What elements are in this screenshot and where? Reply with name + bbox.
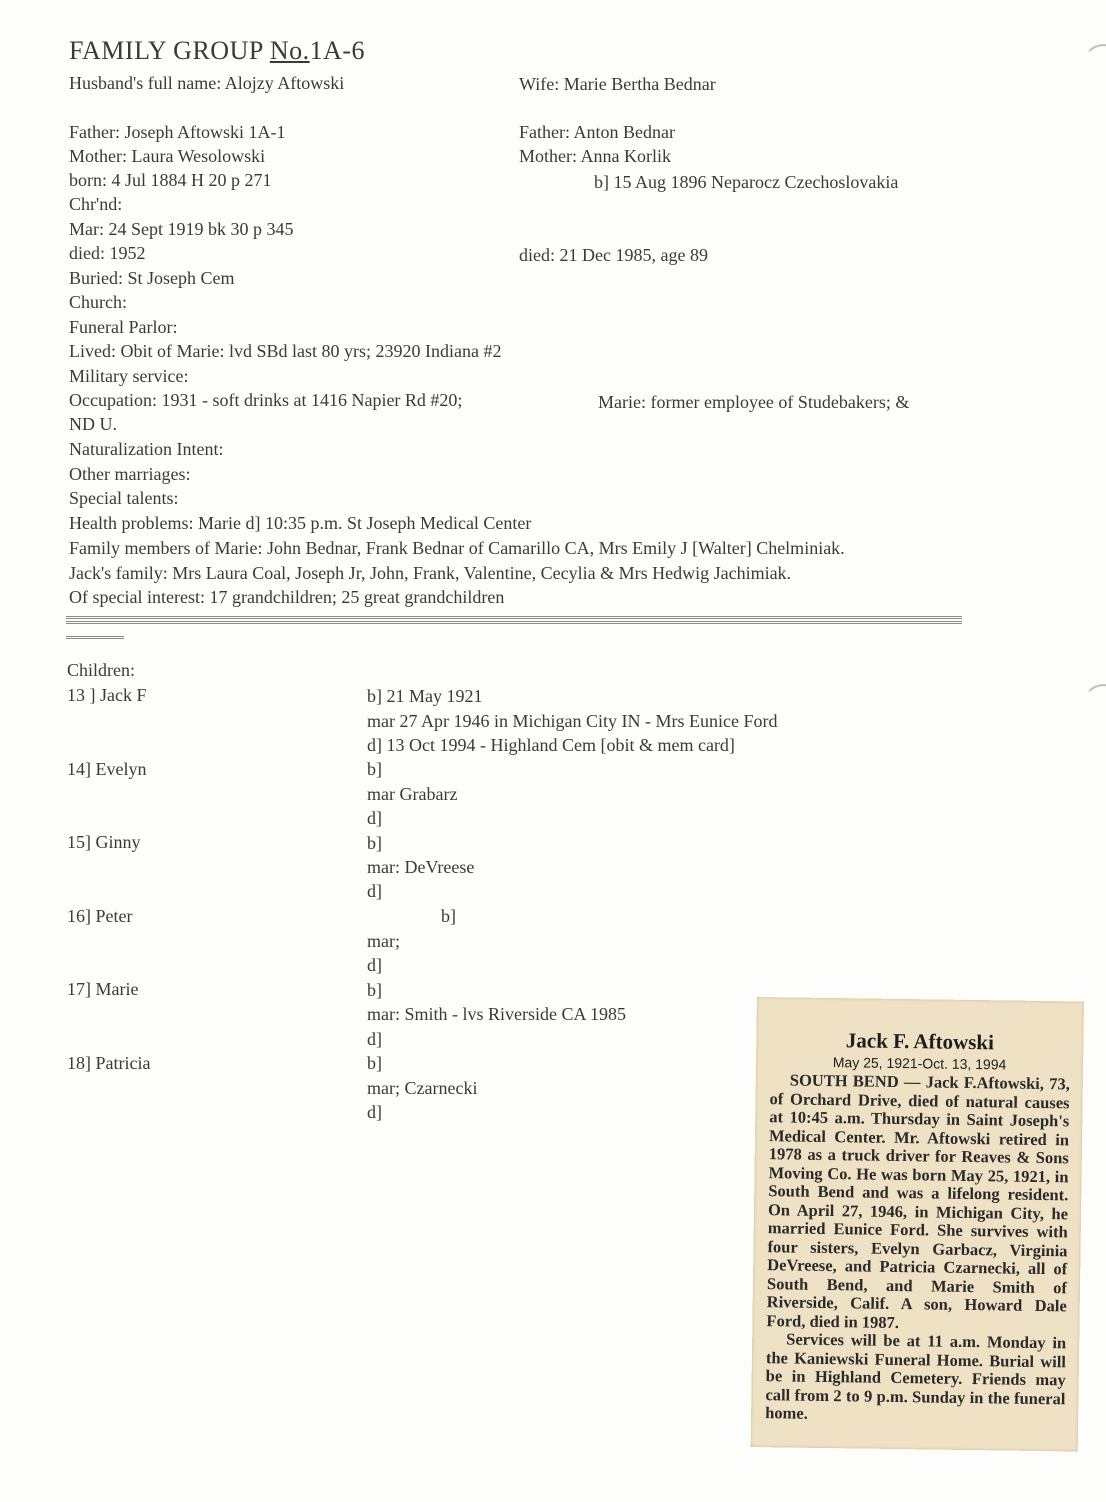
wife-mother: Mother: Anna Korlik [519,146,671,166]
child-detail: b] [367,980,382,1000]
child-detail: d] [367,955,382,975]
obituary-dates: May 25, 1921-Oct. 13, 1994 [832,1054,1007,1073]
child-detail: d] [367,1102,382,1122]
church: Church: [69,292,127,312]
binder-hole-mark [1082,44,1106,88]
child-name: 15] Ginny [67,832,141,852]
obituary-paragraph: SOUTH BEND — Jack F.Aftowski, 73, of Orchard Drive, died of natural causes at 10:45 a.m. Thursday in Saint Joseph's Medical Center. Mr. Aftowski retired in 1978 as a truck driver for Reaves & Sons Moving Co. He was born May 25, 1921, in South Bend and was a lifelong resident. On April 27, 1946, in Michigan City, he married Eunice Ford. She survives with four sisters, Evelyn Garbacz, Virginia DeVreese, and Patricia Czarnecki, all of South Bend, and Marie Smith of Riverside, Calif. A son, Howard Dale Ford, died in 1987. [766,1070,1070,1332]
child-detail: mar; Czarnecki [367,1078,478,1098]
child-detail: b] [367,759,382,779]
title-id: 1A-6 [309,36,366,65]
child-detail: d] 13 Oct 1994 - Highland Cem [obit & mem card] [367,735,735,755]
child-detail: mar; [367,931,400,951]
funeral-parlor: Funeral Parlor: [69,317,178,337]
husband-father: Father: Joseph Aftowski 1A-1 [69,122,286,142]
husband-christened: Chr'nd: [69,194,123,214]
lived: Lived: Obit of Marie: lvd SBd last 80 yrs; 23920 Indiana #2 [69,341,502,361]
wife-father: Father: Anton Bednar [519,122,675,142]
child-detail: d] [367,1029,382,1049]
child-name: 18] Patricia [67,1053,151,1073]
husband-born: born: 4 Jul 1884 H 20 p 271 [69,170,272,190]
obituary-body [765,1071,1070,1427]
obituary-paragraph: Services will be at 11 a.m. Monday in the Kaniewski Funeral Home. Burial will be in Highland Cemetery. Friends may call from 2 to 9 p.m. Sunday in the funeral home. [765,1329,1067,1423]
child-detail: mar: DeVreese [367,857,475,877]
child-detail: mar: Smith - lvs Riverside CA 1985 [367,1004,626,1024]
husband-died: died: 1952 [69,243,146,263]
wife-name: Wife: Marie Bertha Bednar [519,74,716,94]
title-no: No. [269,36,310,65]
military-service: Military service: [69,366,189,386]
child-detail: b] [367,833,382,853]
child-name: 13 ] Jack F [67,685,147,705]
occupation: Occupation: 1931 - soft drinks at 1416 Napier Rd #20; [69,390,463,410]
other-marriages: Other marriages: [69,464,191,484]
naturalization: Naturalization Intent: [69,439,224,459]
child-detail: b] [441,906,456,926]
special-interest: Of special interest: 17 grandchildren; 25 great grandchildren [69,587,505,607]
obituary-clipping [751,997,1084,1452]
child-name: 14] Evelyn [67,759,147,779]
child-detail: mar Grabarz [367,784,458,804]
child-name: 16] Peter [67,906,133,926]
husband-married: Mar: 24 Sept 1919 bk 30 p 345 [69,219,294,239]
child-detail: mar 27 Apr 1946 in Michigan City IN - Mrs Eunice Ford [367,711,778,731]
child-name: 17] Marie [67,979,139,999]
children-label: Children: [67,660,135,680]
wife-died: died: 21 Dec 1985, age 89 [519,245,708,265]
child-detail: b] 21 May 1921 [367,686,483,706]
page-title [69,36,365,66]
husband-mother: Mother: Laura Wesolowski [69,146,266,166]
divider-line-short [66,636,124,642]
binder-hole-mark [1082,684,1106,728]
wife-born: b] 15 Aug 1896 Neparocz Czechoslovakia [594,172,899,192]
occupation-cont: ND U. [69,414,117,434]
special-talents: Special talents: [69,488,179,508]
divider-line [66,616,962,624]
wife-occupation: Marie: former employee of Studebakers; & [598,392,910,412]
child-detail: d] [367,881,382,901]
family-jack: Jack's family: Mrs Laura Coal, Joseph Jr, John, Frank, Valentine, Cecylia & Mrs Hedwig Jachimiak. [69,563,792,583]
child-detail: d] [367,808,382,828]
child-detail: b] [367,1053,382,1073]
husband-name: Husband's full name: Alojzy Aftowski [69,73,345,93]
health-problems: Health problems: Marie d] 10:35 p.m. St Joseph Medical Center [69,513,532,533]
title-prefix: FAMILY GROUP [69,36,270,65]
family-marie: Family members of Marie: John Bednar, Frank Bednar of Camarillo CA, Mrs Emily J [Walter] Chelminiak. [69,538,845,558]
husband-buried: Buried: St Joseph Cem [69,268,235,288]
obituary-heading: Jack F. Aftowski [845,1028,995,1055]
